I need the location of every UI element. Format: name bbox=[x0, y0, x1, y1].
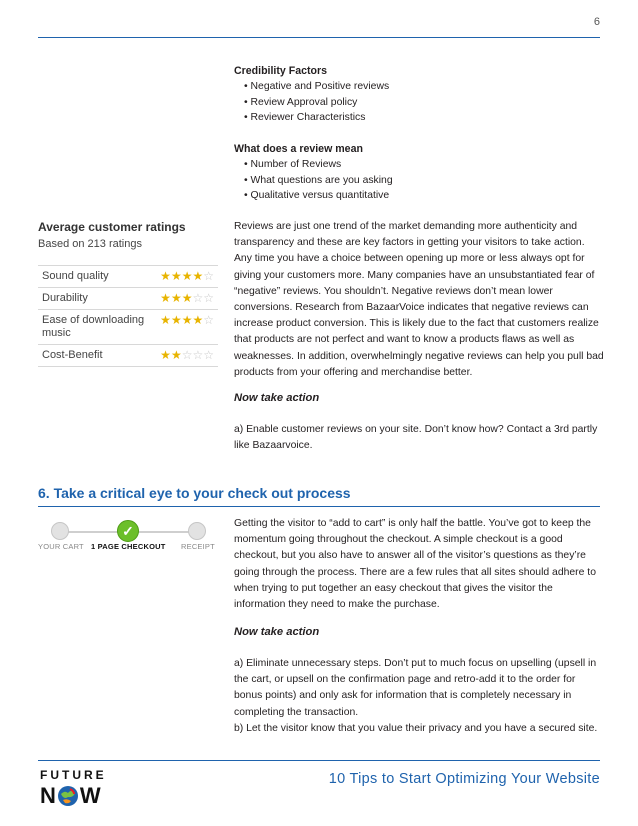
logo-top-text: FUTURE bbox=[40, 768, 107, 782]
rating-row bbox=[38, 288, 218, 310]
star-filled-icon: ★ bbox=[170, 291, 182, 305]
logo-letter: W bbox=[79, 783, 101, 808]
star-filled-icon: ★ bbox=[181, 291, 193, 305]
rating-row bbox=[38, 266, 218, 288]
credibility-section bbox=[234, 63, 604, 126]
star-filled-icon: ★ bbox=[160, 348, 171, 362]
star-filled-icon: ★ bbox=[160, 313, 171, 327]
review-mean-item: • Qualitative versus quantitative bbox=[234, 188, 604, 204]
reviews-paragraph: Reviews are just one trend of the market demanding more authenticity and transparency and these are key factors in getting your visitors to take action. Any time you have a choice between opening up more or less always opt for giving your customers more. Many companies have an unsubstantiated fear of “negative” reviews. You shouldn’t. Negative reviews don’t mean lower conversions. Research from BazaarVoice indicates that negative reviews can increase product conversion. This is likely due to the fact that customers realize that products are not perfect and want to know a products flaws as well as weaknesses. In addition, overwhelmingly negative reviews can help you pull bad products from your offering and merchandise better. bbox=[234, 221, 604, 378]
credibility-item: • Negative and Positive reviews bbox=[234, 79, 604, 95]
star-filled-icon: ★ bbox=[181, 269, 193, 283]
rating-label: Durability bbox=[42, 292, 88, 304]
star-empty-icon: ☆ bbox=[181, 348, 193, 362]
step-label-active: 1 PAGE CHECKOUT bbox=[91, 542, 166, 551]
step-label: YOUR CART bbox=[38, 542, 84, 551]
star-rating bbox=[160, 270, 214, 283]
action-block-1 bbox=[234, 390, 604, 454]
star-rating bbox=[160, 292, 214, 305]
cart-step-icon bbox=[51, 522, 69, 540]
checkout-progress bbox=[38, 520, 216, 554]
checkmark-icon: ✓ bbox=[117, 520, 139, 542]
action-title: Now take action bbox=[234, 626, 320, 638]
star-filled-icon: ★ bbox=[170, 313, 182, 327]
rating-label: Ease of downloading music bbox=[42, 314, 145, 339]
receipt-step-icon bbox=[188, 522, 206, 540]
logo-bottom-text bbox=[40, 783, 101, 809]
star-empty-icon: ☆ bbox=[203, 269, 214, 283]
ratings-subtitle: Based on 213 ratings bbox=[38, 238, 142, 250]
review-mean-section bbox=[234, 141, 604, 204]
step-label: RECEIPT bbox=[181, 542, 215, 551]
rating-row bbox=[38, 310, 218, 345]
star-rating bbox=[160, 349, 214, 362]
credibility-title: Credibility Factors bbox=[234, 65, 328, 77]
action-text-b: b) Let the visitor know that you value their privacy and you have a secured site. bbox=[234, 722, 598, 734]
star-filled-icon: ★ bbox=[170, 348, 182, 362]
star-empty-icon: ☆ bbox=[203, 291, 214, 305]
ratings-table bbox=[38, 265, 218, 367]
document-title: 10 Tips to Start Optimizing Your Website bbox=[328, 771, 600, 787]
star-filled-icon: ★ bbox=[192, 313, 204, 327]
credibility-item: • Review Approval policy bbox=[234, 95, 604, 111]
star-filled-icon: ★ bbox=[160, 269, 171, 283]
checkout-paragraph: Getting the visitor to “add to cart” is only half the battle. You’ve got to keep the momentum going throughout the checkout. A simple checkout is a good checkout, but you also have to answer all of the visitor’s questions as they’re going through the process. There are a few rules that all sites should adhere to when trying to put together an easy checkout that gives the visitor the information they need to make the purchase. bbox=[234, 518, 596, 611]
star-filled-icon: ★ bbox=[160, 291, 171, 305]
review-mean-item: • Number of Reviews bbox=[234, 157, 604, 173]
star-filled-icon: ★ bbox=[192, 269, 204, 283]
action-text-a: a) Eliminate unnecessary steps. Don’t put to much focus on upselling (upsell in the cart, or upsell on the confirmation page and retro-add it to the order for bonus points) and only ask for information that is completely necessary in completing the transaction. bbox=[234, 658, 597, 718]
section-rule bbox=[38, 506, 600, 507]
star-empty-icon: ☆ bbox=[192, 348, 204, 362]
footer-rule bbox=[38, 760, 600, 761]
star-empty-icon: ☆ bbox=[192, 291, 204, 305]
star-filled-icon: ★ bbox=[181, 313, 193, 327]
action-text: a) Enable customer reviews on your site. Don’t know how? Contact a 3rd partly like Bazaarvoice. bbox=[234, 424, 598, 452]
review-mean-item: • What questions are you asking bbox=[234, 173, 604, 189]
star-empty-icon: ☆ bbox=[203, 313, 214, 327]
page-number: 6 bbox=[593, 16, 600, 28]
customer-ratings-widget bbox=[38, 219, 218, 367]
rating-row bbox=[38, 345, 218, 367]
action-title: Now take action bbox=[234, 392, 320, 404]
header-rule bbox=[38, 37, 600, 38]
future-now-logo bbox=[40, 768, 130, 816]
logo-letter: N bbox=[40, 783, 56, 808]
star-filled-icon: ★ bbox=[170, 269, 182, 283]
ratings-title: Average customer ratings bbox=[38, 220, 186, 234]
review-mean-title: What does a review mean bbox=[234, 143, 363, 155]
rating-label: Cost-Benefit bbox=[42, 349, 103, 361]
star-empty-icon: ☆ bbox=[203, 348, 214, 362]
section-heading: 6. Take a critical eye to your check out process bbox=[38, 485, 351, 501]
star-rating bbox=[160, 314, 214, 327]
credibility-item: • Reviewer Characteristics bbox=[234, 110, 604, 126]
rating-label: Sound quality bbox=[42, 270, 109, 282]
action-block-2 bbox=[234, 624, 604, 737]
globe-icon bbox=[57, 785, 79, 807]
